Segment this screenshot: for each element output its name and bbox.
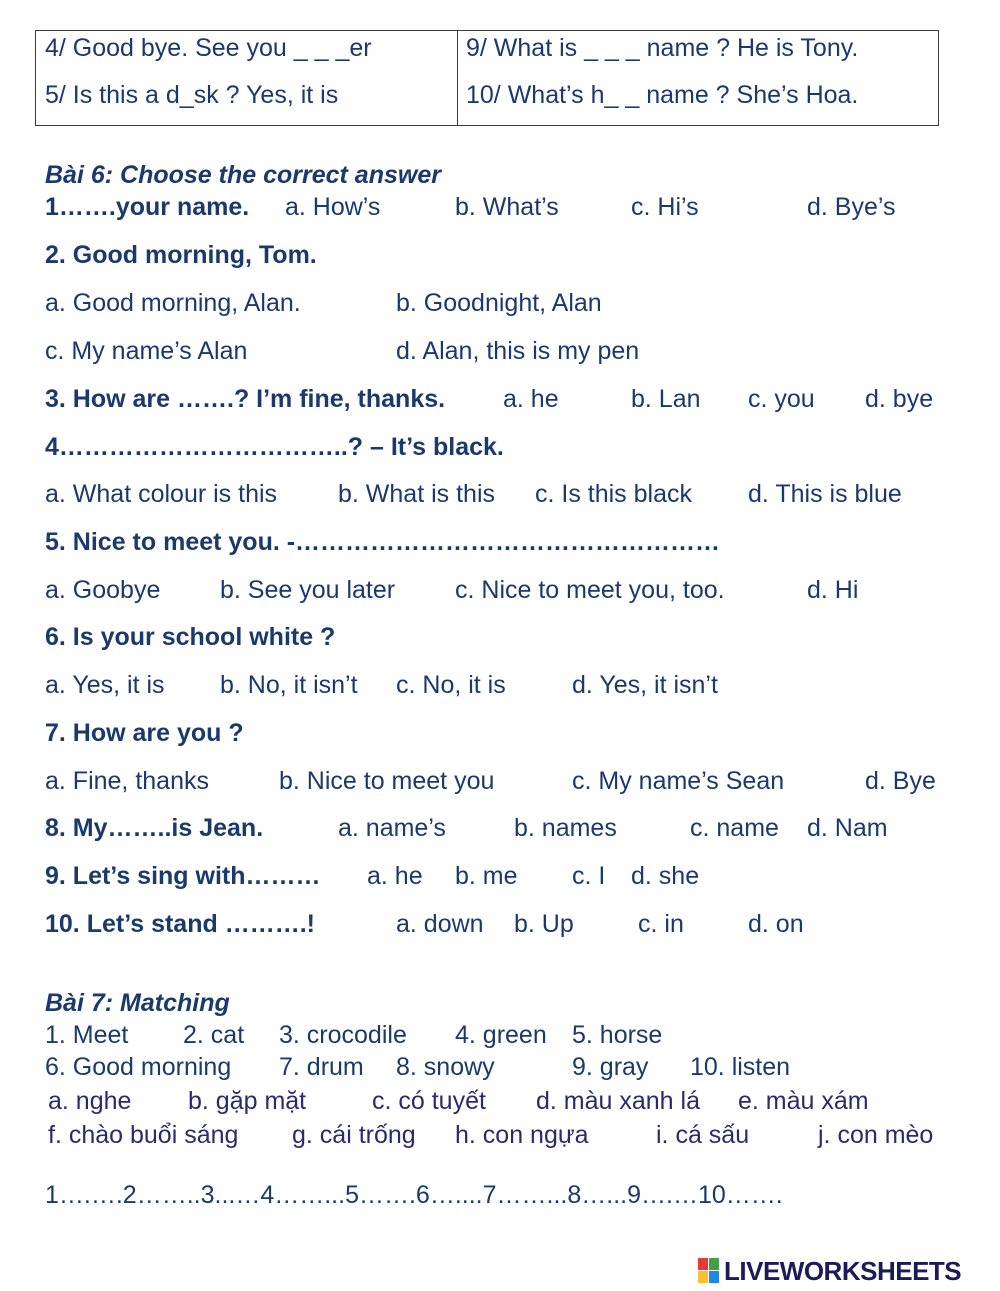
q3-option-d: d. bye — [865, 385, 934, 413]
q9-option-c: c. I — [572, 862, 606, 890]
logo-text: LIVEWORKSHEETS — [724, 1256, 962, 1286]
q7-option-c: c. My name’s Sean — [572, 767, 785, 795]
word-item: 9. gray — [572, 1053, 649, 1081]
q5-stem: 5. Nice to meet you. -…………………………………………… — [45, 528, 721, 556]
table-item-9: 9/ What is _ _ _ name ? He is Tony. — [466, 34, 859, 62]
table-item-4: 4/ Good bye. See you _ _ _er — [45, 34, 372, 62]
q7-option-b: b. Nice to meet you — [279, 767, 495, 795]
q7-option-a: a. Fine, thanks — [45, 767, 209, 795]
q9-option-a: a. he — [367, 862, 423, 890]
table-item-10: 10/ What’s h_ _ name ? She’s Hoa. — [466, 81, 859, 109]
q2-option-d: d. Alan, this is my pen — [396, 337, 640, 365]
q3-option-b: b. Lan — [631, 385, 701, 413]
q8-option-b: b. names — [514, 814, 617, 842]
q2-option-b: b. Goodnight, Alan — [396, 289, 602, 317]
word-item: 2. cat — [183, 1021, 245, 1049]
q6-option-b: b. No, it isn’t — [220, 671, 358, 699]
meaning-item: c. có tuyết — [372, 1087, 486, 1115]
q9-option-b: b. me — [455, 862, 518, 890]
q1-stem: 1…….your name. — [45, 193, 250, 221]
meaning-item: b. gặp mặt — [188, 1087, 307, 1115]
meaning-item: j. con mèo — [818, 1121, 934, 1149]
q9-option-d: d. she — [631, 862, 700, 890]
q7-option-d: d. Bye — [865, 767, 936, 795]
q10-option-c: c. in — [638, 910, 684, 938]
q5-option-b: b. See you later — [220, 576, 396, 604]
q3-stem: 3. How are …….? I’m fine, thanks. — [45, 385, 446, 413]
q1-option-b: b. What’s — [455, 193, 559, 221]
q8-option-d: d. Nam — [807, 814, 888, 842]
answer-blanks-line: 1….….2……..3...…4……...5…….6…....7……...8…...9….…10……. — [45, 1181, 783, 1209]
q1-option-a: a. How’s — [285, 193, 381, 221]
q4-option-a: a. What colour is this — [45, 480, 278, 508]
q8-option-a: a. name’s — [338, 814, 446, 842]
q5-option-c: c. Nice to meet you, too. — [455, 576, 725, 604]
word-item: 6. Good morning — [45, 1053, 232, 1081]
word-item: 10. listen — [690, 1053, 791, 1081]
word-item: 1. Meet — [45, 1021, 129, 1049]
q4-option-d: d. This is blue — [748, 480, 902, 508]
meaning-item: e. màu xám — [738, 1087, 869, 1115]
q9-stem: 9. Let’s sing with……… — [45, 862, 321, 890]
meaning-item: f. chào buổi sáng — [48, 1121, 239, 1149]
liveworksheets-logo-icon — [698, 1258, 720, 1284]
q5-option-d: d. Hi — [807, 576, 859, 604]
meaning-item: i. cá sấu — [656, 1121, 750, 1149]
q2-option-c: c. My name’s Alan — [45, 337, 248, 365]
q5-option-a: a. Goobye — [45, 576, 161, 604]
q2-stem: 2. Good morning, Tom. — [45, 241, 317, 269]
q1-option-c: c. Hi’s — [631, 193, 699, 221]
bai6-title: Bài 6: Choose the correct answer — [45, 161, 441, 189]
q10-option-b: b. Up — [514, 910, 574, 938]
q4-option-c: c. Is this black — [535, 480, 692, 508]
q7-stem: 7. How are you ? — [45, 719, 244, 747]
table-item-5: 5/ Is this a d_sk ? Yes, it is — [45, 81, 339, 109]
q1-option-d: d. Bye’s — [807, 193, 896, 221]
q6-option-a: a. Yes, it is — [45, 671, 165, 699]
q10-stem: 10. Let’s stand ……….! — [45, 910, 315, 938]
q3-option-c: c. you — [748, 385, 815, 413]
bai7-title: Bài 7: Matching — [45, 989, 230, 1017]
word-item: 8. snowy — [396, 1053, 495, 1081]
q6-option-d: d. Yes, it isn’t — [572, 671, 718, 699]
q10-option-a: a. down — [396, 910, 484, 938]
q2-option-a: a. Good morning, Alan. — [45, 289, 301, 317]
meaning-item: h. con ngựa — [455, 1121, 589, 1149]
meaning-item: a. nghe — [48, 1087, 132, 1115]
table-divider — [457, 31, 458, 125]
q6-option-c: c. No, it is — [396, 671, 506, 699]
word-item: 3. crocodile — [279, 1021, 407, 1049]
q8-option-c: c. name — [690, 814, 779, 842]
word-item: 5. horse — [572, 1021, 663, 1049]
q4-option-b: b. What is this — [338, 480, 495, 508]
meaning-item: g. cái trống — [292, 1121, 416, 1149]
q6-stem: 6. Is your school white ? — [45, 623, 336, 651]
meaning-item: d. màu xanh lá — [536, 1087, 700, 1115]
q10-option-d: d. on — [748, 910, 804, 938]
q3-option-a: a. he — [503, 385, 559, 413]
q4-stem: 4……………………………..? – It’s black. — [45, 433, 504, 461]
q8-stem: 8. My……..is Jean. — [45, 814, 264, 842]
liveworksheets-logo — [698, 1256, 993, 1286]
word-item: 7. drum — [279, 1053, 364, 1081]
word-item: 4. green — [455, 1021, 547, 1049]
